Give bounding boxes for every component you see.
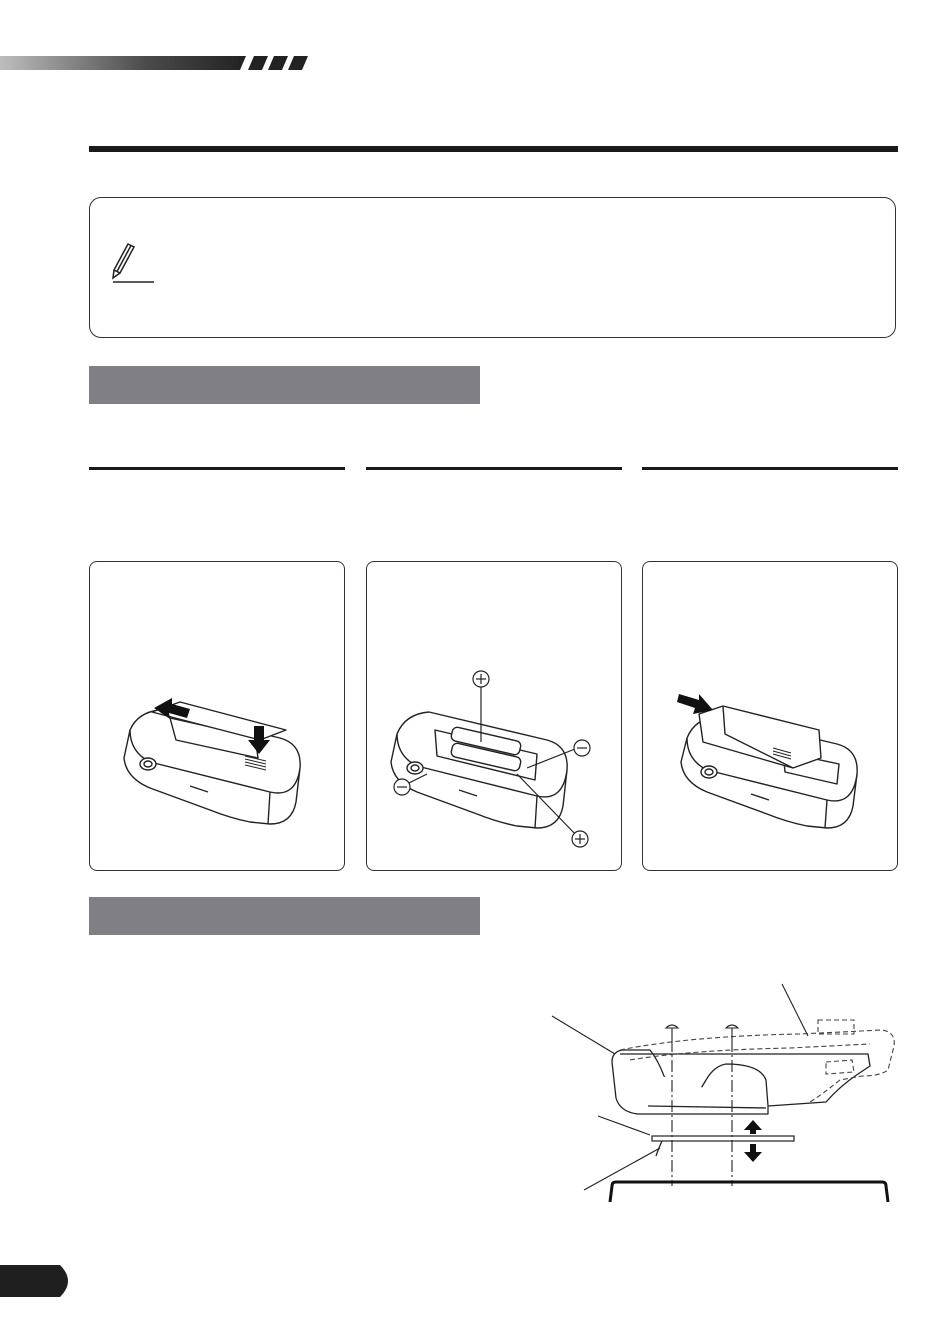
note-box bbox=[89, 197, 896, 338]
mounting-plate bbox=[652, 1136, 794, 1141]
step-1-panel bbox=[89, 561, 345, 871]
unit-bracket-mounting-illustration bbox=[540, 980, 910, 1205]
section-bar-battery bbox=[89, 366, 480, 404]
section-bar-mounting bbox=[89, 897, 480, 935]
polarity-plus-icon bbox=[572, 831, 588, 847]
step-3-panel bbox=[642, 561, 898, 871]
remote-cover-close-illustration bbox=[643, 562, 899, 872]
arrow-up-icon bbox=[744, 1120, 762, 1134]
polarity-minus-icon bbox=[574, 740, 590, 756]
screw-icon bbox=[666, 1025, 678, 1040]
polarity-plus-icon bbox=[473, 671, 489, 687]
arrow-down-icon bbox=[744, 1144, 762, 1162]
pencil-note-icon bbox=[108, 240, 156, 286]
step-rule bbox=[89, 467, 345, 470]
mounting-hook bbox=[656, 1141, 662, 1156]
remote-battery-insert-illustration bbox=[367, 562, 623, 872]
polarity-minus-icon bbox=[394, 779, 410, 795]
mounting-base bbox=[610, 1182, 888, 1202]
remote-cover-open-illustration bbox=[90, 562, 346, 872]
step-rule bbox=[642, 467, 898, 470]
step-rule bbox=[366, 467, 622, 470]
title-rule bbox=[89, 146, 898, 152]
header-stripe bbox=[0, 56, 310, 70]
screw-icon bbox=[726, 1025, 738, 1040]
step-2-panel bbox=[366, 561, 622, 871]
arrow-slide-icon bbox=[677, 694, 713, 714]
page-tab bbox=[0, 1265, 76, 1297]
